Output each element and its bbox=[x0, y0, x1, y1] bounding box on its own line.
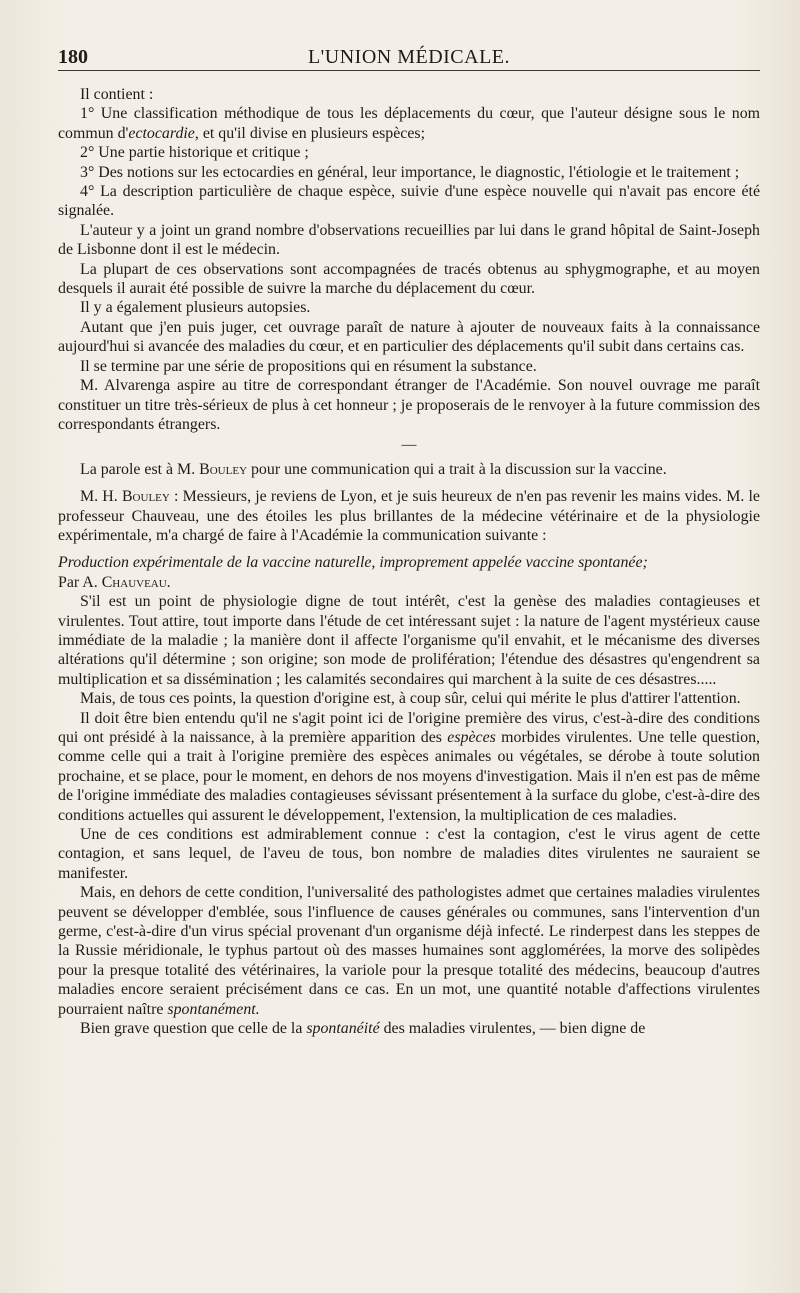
paragraph-item-4: 4° La description particulière de chaque espèce, suivie d'une espèce nouvelle qui n'avait pas encore été signalée. bbox=[58, 183, 760, 220]
paragraph-observations: L'auteur y a joint un grand nombre d'observations recueillies par lui dans le grand hôpital de Saint-Joseph de Lisbonne dont il est le médecin. bbox=[58, 221, 760, 259]
paragraph-origine-premiere: Il doit être bien entendu qu'il ne s'agit point ici de l'origine première des virus, c'est-à-dire des conditions qui ont présidé à la naissance, à la première apparition des espèces morbides virulentes. Une telle question, comme celle qui a trait à l'origine première des espèces animales ou végétales, se dérobe à toute solution prochaine, et se place, pour le moment, en dehors de nos moyens d'investigation. Mais il n'en est pas de même de l'origine immédiate des maladies contagieuses sévissant présentement à la surface du globe, c'est-à-dire des conditions actuelles qui assurent le développement, l'extension, la multiplication de ces maladies. bbox=[58, 709, 760, 824]
paragraph-alvarenga: M. Alvarenga aspire au titre de correspondant étranger de l'Académie. Son nouvel ouvrage me paraît constituer un titre très-sérieux de plus à cet honneur ; je proposerais de le renvoyer à la future commission des correspondants étrangers. bbox=[58, 377, 760, 433]
paragraph-item-3: 3° Des notions sur les ectocardies en général, leur importance, le diagnostic, l'étiologie et le traitement ; bbox=[80, 163, 740, 181]
paragraph-genese: S'il est un point de physiologie digne de tout intérêt, c'est la genèse des maladies contagieuses et virulentes. Tout attire, tout importe dans l'étude de cet intéressant sujet : la nature de l'agent mystérieux cause immédiate de la maladie ; la manière dont il affecte l'organisme qu'il envahit, et le mécanisme des diverses altérations qu'il détermine ; son origine; son mode de prolifération; l'étendue des désastres qu'engendrent sa multiplication et sa dissémination ; les calamités secondaires qui marchent à la suite de ces désastres..... bbox=[58, 593, 760, 688]
running-head bbox=[58, 44, 760, 71]
paragraph-autopsies: Il y a également plusieurs autopsies. bbox=[80, 299, 311, 317]
paragraph-grave-question: Bien grave question que celle de la spontanéité des maladies virulentes, — bien digne de bbox=[80, 1020, 646, 1038]
article-byline: Par A. Chauveau. bbox=[58, 573, 171, 591]
article-title: Production expérimentale de la vaccine naturelle, improprement appelée vaccine spontanée; bbox=[58, 554, 648, 572]
body-text bbox=[58, 85, 760, 1039]
paragraph-item-1: 1° Une classification méthodique de tous les déplacements du cœur, que l'auteur désigne sous le nom commun d'ectocardie, et qu'il divise en plusieurs espèces; bbox=[58, 105, 760, 142]
paragraph-contagion: Une de ces conditions est admirablement connue : c'est la contagion, c'est le virus agent de cette contagion, et sans lequel, de l'aveu de tous, bon nombre de maladies dites virulentes ne sauraient se manifester. bbox=[58, 826, 760, 882]
paragraph-propositions: Il se termine par une série de propositions qui en résument la substance. bbox=[80, 357, 537, 375]
paragraph-judgment: Autant que j'en puis juger, cet ouvrage paraît de nature à ajouter de nouveaux faits à la connaissance aujourd'hui si avancée des maladies du cœur, et en particulier des déplacements qu'il subit dans certains cas. bbox=[58, 318, 760, 356]
paragraph-parole: La parole est à M. Bouley pour une communication qui a trait à la discussion sur la vaccine. bbox=[80, 460, 667, 478]
page-number: 180 bbox=[58, 46, 88, 68]
paragraph-bouley-speech: M. H. Bouley : Messieurs, je reviens de Lyon, et je suis heureux de n'en pas revenir les mains vides. M. le professeur Chauveau, une des étoiles les plus brillantes de la médecine vétérinaire et de la physiologie expérimentale, m'a chargé de faire à l'Académie la communication suivante : bbox=[58, 488, 760, 544]
paragraph-item-2: 2° Une partie historique et critique ; bbox=[80, 144, 309, 162]
paragraph-sphygmograph: La plupart de ces observations sont accompagnées de tracés obtenus au sphygmographe, et au moyen desquels il aurait été possible de suivre la marche du déplacement du cœur. bbox=[58, 260, 760, 298]
paragraph-intro: Il contient : bbox=[80, 86, 154, 103]
paragraph-spontaneite: Mais, en dehors de cette condition, l'universalité des pathologistes admet que certaines maladies virulentes peuvent se développer d'emblée, sous l'influence de causes générales ou communes, sans l'intervention d'un germe, c'est-à-dire d'un virus spécial provenant d'un organisme déjà infecté. Le rinderpest dans les steppes de la Russie méridionale, le typhus partout où des masses humaines sont agglomérées, la morve des solipèdes pour la presque totalité des vétérinaires, la variole pour la presque totalité des médecins, beaucoup d'autres maladies encore seraient précisément dans ce cas. En un mot, une quantité notable d'affections virulentes pourraient naître spontanément. bbox=[58, 884, 760, 1018]
section-separator: — bbox=[401, 437, 417, 454]
paragraph-origine: Mais, de tous ces points, la question d'origine est, à coup sûr, celui qui mérite le plus d'attirer l'attention. bbox=[80, 690, 741, 708]
journal-title: L'UNION MÉDICALE. bbox=[307, 46, 511, 68]
